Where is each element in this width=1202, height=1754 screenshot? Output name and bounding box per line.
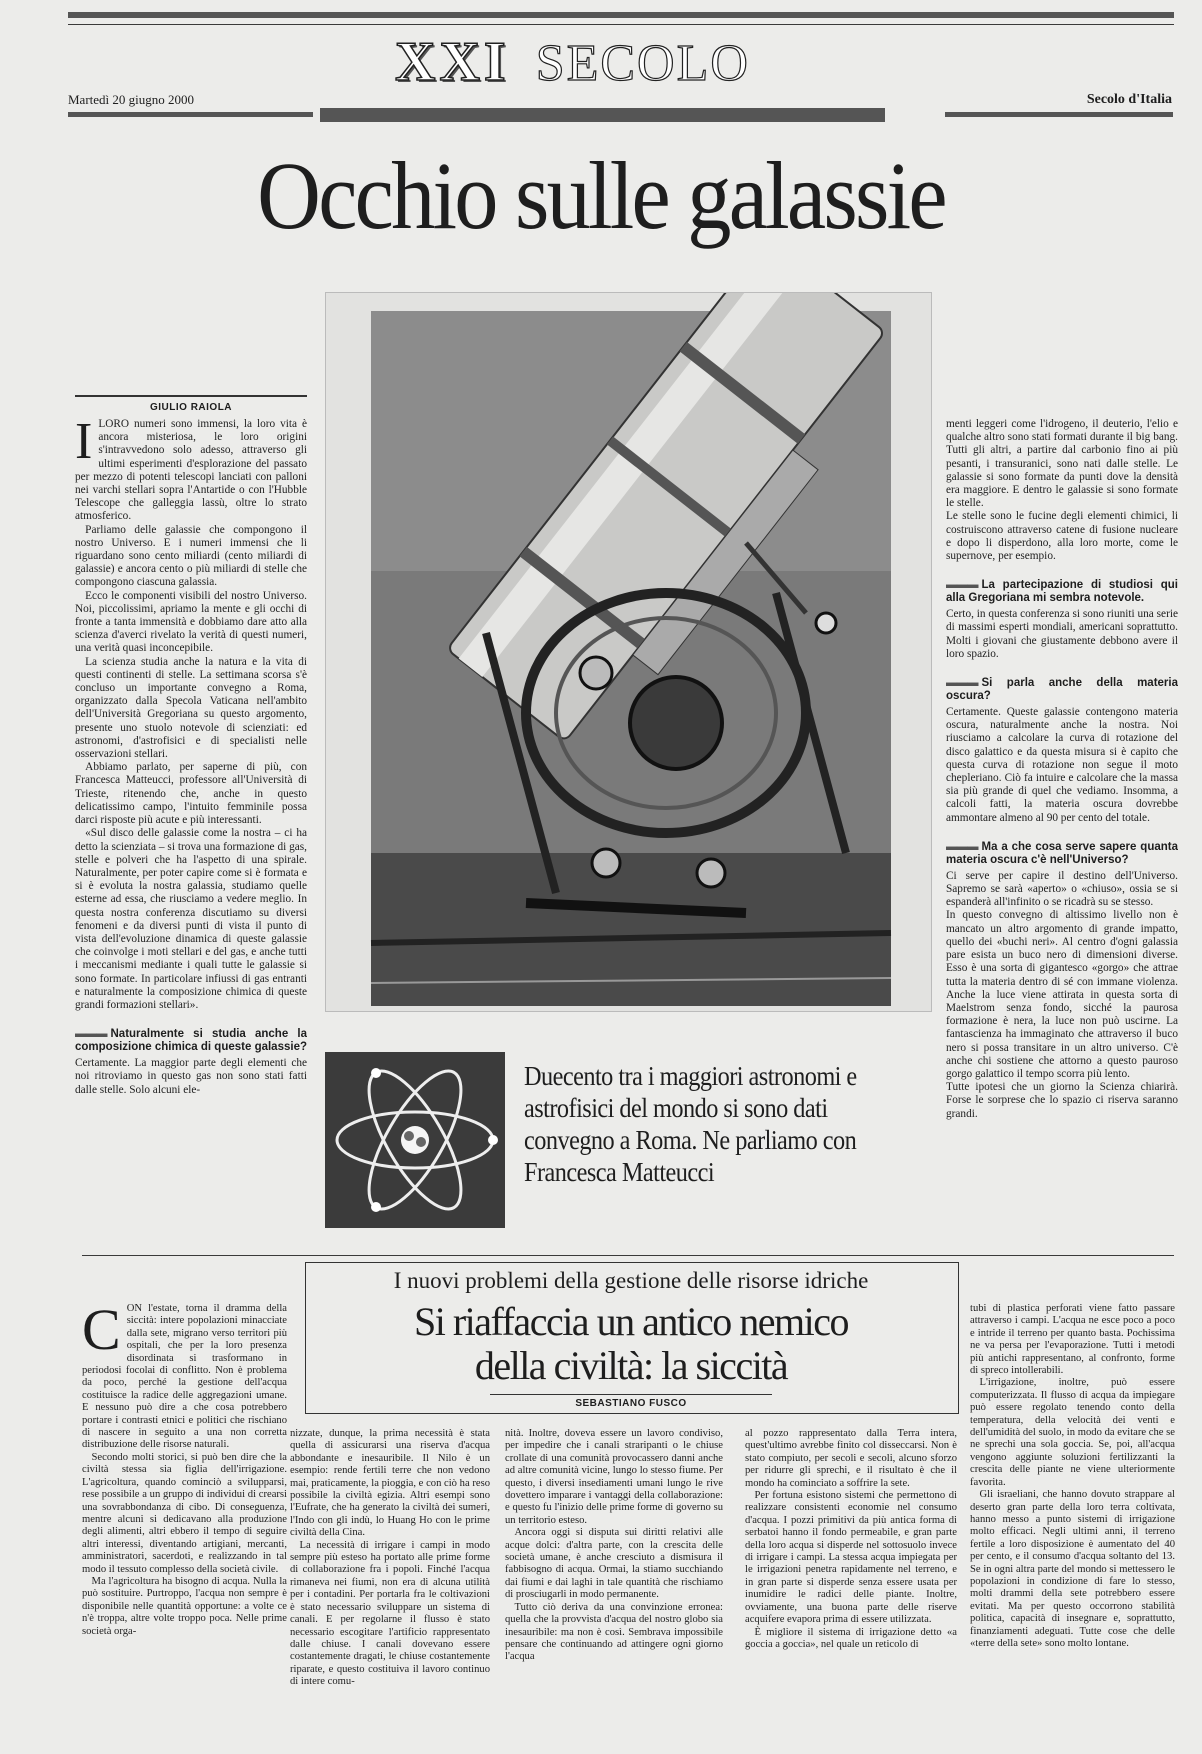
- top-rule: [68, 12, 1174, 18]
- byline: GIULIO RAIOLA: [149, 402, 233, 413]
- atom-icon: [325, 1052, 505, 1228]
- paragraph: Le stelle sono le fucine degli elementi chimici, li costruiscono attraverso catene di fusione nucleare e dopo li disperdono, alla loro morte, come le supernove, per esempio.: [946, 510, 1178, 563]
- paragraph: In questo convegno di altissimo livello non è mancato un altro argomento di grande impatto, quello dei «buchi neri». Al centro d'ogni galassia pare esista un buco nero di dimensioni diverse. Esso è una sorta di gigantesco «gorgo» che attrae tutta la materia dentro di sé con immane violenza. Anche la luce viene attirata in questa sorta di Maelstrom senza fondo, sicché la paurosa formazione è nera, la luce non può uscirne. La fantascienza ha immaginato che attraverso il buco nero si possa transitare in un altro universo. C'è anche chi sostiene che attorno a questo pauroso gorgo galattico il tempo scorra più lento.: [946, 909, 1178, 1080]
- paragraph: La scienza studia anche la natura e la vita di questi continenti di stelle. La settimana scorsa s'è concluso un importante convegno a Roma, organizzato dalla Specola Vaticana nell'ambito dell'Università Gregoriana su questo argomento, presente uno stuolo notevole di scienziati: ed astronomi, d'astrofisici e di specialisti nelle osservazioni stellari.: [75, 655, 307, 761]
- interview-question: ▬▬▬ Naturalmente si studia anche la composizione chimica di queste galassie?: [75, 1028, 307, 1054]
- paragraph: nizzate, dunque, la prima necessità è stata quella di assicurarsi una riserva d'acqua abbondante e inesauribile. Il Nilo è un esempio: rende fertili terre che non vedono mai, praticamente, la pioggia, e con ciò ha reso possibile la civiltà egizia. Altri esempi sono l'Eufrate, che ha generato la civiltà dei sumeri, l'Indo con gli indù, lo Huang Ho con le prime civiltà della Cina.: [290, 1428, 490, 1539]
- article2-column-5: [970, 1303, 1175, 1748]
- section-divider: [82, 1255, 1174, 1256]
- article2-headline: [305, 1300, 957, 1388]
- article2-column-2: [290, 1428, 490, 1748]
- right-header-rule: [945, 112, 1173, 117]
- photo-frame: [325, 292, 932, 1012]
- masthead-xxi: XXI: [395, 31, 510, 93]
- paragraph: tubi di plastica perforati viene fatto passare attraverso i campi. L'acqua ne esce poco a poco e intride il terreno per quanto basta. Pochissima ne va persa per l'evaporazione. Tutti i metodi più antichi rappresentano, al confronto, forme di spreco intollerabili.: [970, 1303, 1175, 1377]
- pull-quote: Duecento tra i maggiori astronomi e astrofisici del mondo si sono dati convegno a Roma. Ne parliamo con Francesca Matteucci: [524, 1061, 857, 1187]
- question-marker-icon: ▬▬▬: [75, 1028, 107, 1041]
- publication-name: Secolo d'Italia: [1086, 92, 1172, 107]
- paragraph: Parliamo delle galassie che compongono il nostro Universo. E i numeri immensi che li riguardano sono cento miliardi (cento miliardi di galassie) e ancora cento o più miliardi di stelle che compongono ciascuna galassia.: [75, 523, 307, 589]
- paragraph: Certamente. Queste galassie contengono materia oscura, naturalmente anche la nostra. Noi riusciamo a calcolare la curva di rotazione del disco galattico e da questa misura si è capito che questa curva di rotazione non segue il moto chepleriano. Ciò fa intuire e calcolare che la massa sia più grande di quel che vediamo. Insomma, a calcoli fatti, la materia oscura dovrebbe ammontare almeno al 90 per cento del totale.: [946, 706, 1178, 824]
- article2-byline: SEBASTIANO FUSCO: [575, 1398, 687, 1409]
- telescope-photo: [326, 293, 931, 1011]
- question-marker-icon: ▬▬▬: [946, 840, 978, 853]
- paragraph: «Sul disco delle galassie come la nostra – ci ha detto la scienziata – si trova una formazione di gas, stelle e polveri che ha l'aspetto di una spirale. Naturalmente, per poter capire come si è formata e si è evoluta la nostra galassia, studiamo quelle esterne ad essa, che riusciamo a vedere meglio. In questa nostra conferenza discutiamo su diversi fenomeni e da diversi punti di vista il punto di vista dell'evoluzione dinamica di queste galassie che coinvolge i moti stellari e del gas, e anche tutti i meccanismi mediante i quali tutte le galassie si sono formate. In particolare infiussi di gas entranti e naturalmente la composizione chimica di queste grandi formazioni stellari».: [75, 827, 307, 1011]
- top-thin-rule: [68, 24, 1174, 25]
- byline-rule: [490, 1394, 772, 1395]
- paragraph: Ancora oggi si disputa sui diritti relativi alle acque dolci: d'altra parte, con la crescita delle società umane, è anche cresciuto a dismisura il fabbisogno di acqua. Ormai, la stiamo succhiando dai fiumi e dai laghi in tale quantità che rischiamo di prosciugarli in modo permanente.: [505, 1527, 723, 1601]
- article2-kicker: I nuovi problemi della gestione delle risorse idriche: [393, 1268, 869, 1293]
- paragraph: L'irrigazione, inoltre, può essere computerizzata. Il flusso di acqua da impiegare può essere regolato tenendo conto della temperatura, della velocità dei venti e dell'umidità del suolo, in modo da evitare che se ne sprechi una sola goccia. Se, poi, all'acqua vengono aggiunte soluzioni fertilizzanti la crescita delle piante ne viene ulteriormente favorita.: [970, 1377, 1175, 1488]
- paragraph: Tutto ciò deriva da una convinzione erronea: quella che la provvista d'acqua del nostro globo sia inesauribile: ma non è così. Sembrava impossibile pensare che continuando ad attingere ogni giorno l'acqua: [505, 1601, 723, 1663]
- question-marker-icon: ▬▬▬: [946, 579, 978, 592]
- atom-image-frame: [325, 1052, 505, 1228]
- byline-rule: [75, 395, 307, 397]
- paragraph: ON l'estate, torna il dramma della siccità: intere popolazioni minacciate dalla sete, migrano verso territori più ospitali, che per la loro presenza disordinata si trasformano in periodosi focolai di conflitto. Non è problema da poco, perché la gestione dell'acqua costituisce la radice delle aggregazioni umane. E nessuno può dire a che cosa potrebbero portare i contrasti etnici e politici che rischiano di nascere in seguito a una non corretta distribuzione delle risorse naturali.: [82, 1303, 287, 1451]
- paragraph: Certo, in questa conferenza si sono riuniti una serie di massimi esperti mondiali, americani soprattutto. Molti i giovani che giustamente debbono avere il loro spazio.: [946, 608, 1178, 660]
- headline-line: della civiltà: la siccità: [474, 1343, 788, 1388]
- headline-line: Si riaffaccia un antico nemico: [413, 1299, 849, 1344]
- paragraph: Gli israeliani, che hanno dovuto strappare al deserto gran parte della loro terra coltivata, hanno messo a punto sistemi di irrigazione molto efficaci. Negli ultimi anni, il terreno fertile a loro disposizione è aumentato del 40 per cento, e il consumo d'acqua soltanto del 13. Se in ogni altra parte del mondo si mettessero le popolazioni in condizione di fare lo stesso, molti drammi della sete potrebbero essere evitati. Ma per questo occorrono stabilità politica, capacità di insegnare e, soprattutto, finanziamenti adeguati. Tutte cose che delle «terre della sete» sono molto lontane.: [970, 1489, 1175, 1649]
- paragraph: Secondo molti storici, si può ben dire che la civiltà stessa sia figlia dell'irrigazione. L'agricoltura, quando cominciò a svilupparsi, rese possibile a un gruppo di individui di crearsi una sovrabbondanza di cibo. Di conseguenza, mentre alcuni si dedicavano alla produzione degli alimenti, altri ebbero il tempo di seguire altri interessi, diventando artigiani, mercanti, amministratori, sacerdoti, e realizzando in tal modo il tessuto complesso della società civile.: [82, 1451, 287, 1575]
- left-header-rule: [68, 112, 313, 117]
- paragraph: LORO numeri sono immensi, la loro vita è ancora misteriosa, le loro origini s'intravvedono solo adesso, attraverso gli ultimi esperimenti d'esplorazione del passato per mezzo di potenti telescopi lanciati con palloni nei varchi stellari sopra l'Antartide o con l'Hubble Telescope che galleggia lassù, oltre lo strato atmosferico.: [75, 418, 307, 523]
- paragraph: nità. Inoltre, doveva essere un lavoro condiviso, per impedire che i canali straripanti o le chiuse crollate di una comunità provocassero danni anche ad altre comunità vicine, lungo lo stesso fiume. Per questo, i diversi insediamenti umani lungo le rive dovettero imparare i vantaggi della collaborazione: e questo fu l'inizio delle prime forme di governo su un territorio esteso.: [505, 1428, 723, 1526]
- article-headline: Occhio sulle galassie: [257, 142, 945, 249]
- drop-cap: I: [75, 418, 93, 470]
- question-marker-icon: ▬▬▬: [946, 677, 978, 690]
- paragraph: menti leggeri come l'idrogeno, il deuterio, l'elio e qualche altro sono stati formati durante il big bang. Tutti gli altri, a partire dal carbonio fino ai più pesanti, i transuranici, sono nati dalle stelle. Le galassie si sono formate da punti dove la densità era maggiore. E dentro le galassie si sono formate le stelle.: [946, 418, 1178, 510]
- drop-cap: C: [82, 1303, 121, 1362]
- paragraph: Abbiamo parlato, per saperne di più, con Francesca Matteucci, professore all'Università di Trieste, ritenendo che, anche in questo delicatissimo campo, l'intuito femminile possa darci risposte più acute e più interessanti.: [75, 761, 307, 827]
- paragraph: Ecco le componenti visibili del nostro Universo. Noi, piccolissimi, apriamo la mente e gli occhi di fronte a tanta immensità e dobbiamo dare atto alla scienza d'averci rivelato la verità di questi numeri, una verità quasi inconcepibile.: [75, 589, 307, 655]
- interview-question: ▬▬▬ Ma a che cosa serve sapere quanta materia oscura c'è nell'Universo?: [946, 840, 1178, 866]
- issue-date: Martedì 20 giugno 2000: [68, 92, 195, 107]
- paragraph: La necessità di irrigare i campi in modo sempre più esteso ha portato alle prime forme di collaborazione fra i popoli. Finché l'acqua rimaneva nei fiumi, non era di alcuna utilità per i contadini. Per portarla fra le coltivazioni è stato necessario sviluppare un sistema di canali. E per regolarne il flusso è stato necessario escogitare l'artificio rappresentato dalle chiuse. I canali dovevano essere costantemente dragati, le chiuse costantemente riparate, e questo costituiva il lavoro continuo di intere comu-: [290, 1539, 490, 1688]
- article-column-1: [75, 418, 307, 1128]
- paragraph: Certamente. La maggior parte degli elementi che noi ritroviamo in questo gas non sono stati fatti dalle stelle. Solo alcuni ele-: [75, 1057, 307, 1096]
- article2-column-3: [505, 1428, 723, 1748]
- article-column-3: [946, 418, 1178, 1244]
- masthead: [395, 30, 835, 116]
- paragraph: Tutte ipotesi che un giorno la Scienza chiarirà. Forse le sorprese che lo spazio ci riserva saranno grandi.: [946, 1081, 1178, 1120]
- paragraph: Ci serve per capire il destino dell'Universo. Sapremo se sarà «aperto» o «chiuso», ossia se si espanderà all'infinito o se ricadrà su se stesso.: [946, 869, 1178, 909]
- masthead-secolo: SECOLO: [535, 35, 750, 92]
- paragraph: Ma l'agricoltura ha bisogno di acqua. Nulla la può sostituire. Purtroppo, l'acqua non sempre è disponibile nelle quantità opportune: a volte ce n'è troppa, altre volte troppo poca. Nelle prime società orga-: [82, 1575, 287, 1637]
- masthead-underbar: [320, 108, 885, 122]
- interview-question: ▬▬▬ Si parla anche della materia oscura?: [946, 677, 1178, 703]
- article2-column-1: [82, 1303, 287, 1748]
- article2-column-4: [745, 1428, 957, 1748]
- interview-question: ▬▬▬ La partecipazione di studiosi qui alla Gregoriana mi sembra notevole.: [946, 579, 1178, 605]
- paragraph: Per fortuna esistono sistemi che permettono di realizzare consistenti economie nel consumo d'acqua. I pozzi primitivi da più antica forma di serbatoi hanno il fondo permeabile, e gran parte della loro acqua si disperde nel sottosuolo invece di irrigare i campi. La stessa acqua impiegata per le irrigazioni penetra rapidamente nel terreno, e in gran parte si disperde senza essere usata per inumidire le radici delle piante. Inoltre, ovviamente, una buona parte delle riserve acquifere evapora prima di essere utilizzata.: [745, 1490, 957, 1626]
- paragraph: al pozzo rappresentato dalla Terra intera, quest'ultimo avrebbe finito col disseccarsi. Non è stato compiuto, per secoli e secoli, alcuno sforzo per ridurre gli sprechi, e il risultato è che il mondo ha cominciato a soffrire la sete.: [745, 1428, 957, 1489]
- paragraph: È migliore il sistema di irrigazione detto «a goccia a goccia», nel quale un reticolo di: [745, 1626, 957, 1650]
